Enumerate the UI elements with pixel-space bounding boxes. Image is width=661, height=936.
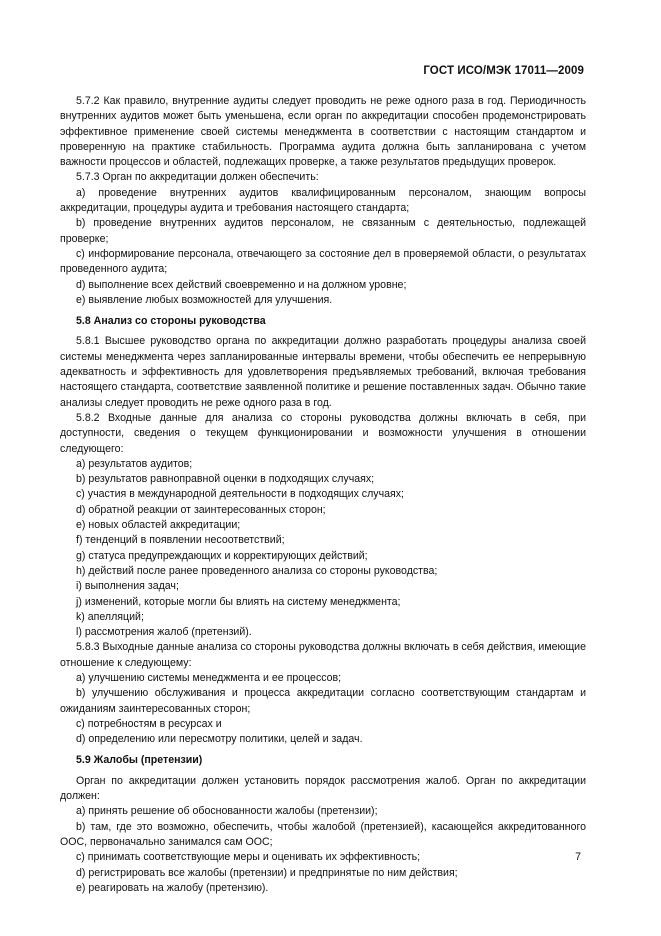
page-number: 7 [575,851,581,863]
list-item: b) улучшению обслуживания и процесса аккредитации согласно соответствующим стандартам и ожиданиям заинтересованных сторон; [60,687,586,715]
list-item: e) выявление любых возможностей для улучшения. [76,293,333,306]
list-item: d) определению или пересмотру политики, целей и задач. [76,733,363,746]
list-item: b) там, где это возможно, обеспечить, чтобы жалобой (претензией), касающейся аккредитованного ООС, первоначально занимался сам ООС; [60,820,586,848]
paragraph-5-7-3: 5.7.3 Орган по аккредитации должен обеспечить: [76,171,319,184]
list-item: a) улучшению системы менеджмента и ее процессов; [76,671,342,684]
list-item: h) действий после ранее проведенного анализа со стороны руководства; [76,564,438,577]
list-item: c) информирование персонала, отвечающего за состояние дел в проверяемой области, о результатах проведенного аудита; [60,247,586,276]
list-item: g) статуса предупреждающих и корректирующих действий; [76,549,368,562]
list-item: j) изменений, которые могли бы влиять на систему менеджмента; [76,595,401,608]
list-item: d) регистрировать все жалобы (претензии) и предпринятые по ним действия; [76,866,458,879]
list-item: d) выполнение всех действий своевременно и на должном уровне; [76,278,407,291]
list-item: c) принимать соответствующие меры и оценивать их эффективность; [76,851,421,864]
paragraph-5-7-2: 5.7.2 Как правило, внутренние аудиты следует проводить не реже одного раза в год. Периодичность внутренних аудитов может быть уменьшена, если орган по аккредитации способен продемонстрировать эффективное применение своей системы менеджмента в соответствии с настоящим стандартом и проверенную на практике стабильность. Программа аудита должна быть запланирована с учетом важности процессов и областей, подлежащих проверке, а также результатов предыдущих проверок. [60,95,586,169]
list-item: b) проведение внутренних аудитов персоналом, не связанным с деятельностью, подлежащей проверке; [60,217,586,245]
list-item: f) тенденций в появлении несоответствий; [76,534,285,547]
list-item: e) реагировать на жалобу (претензию). [76,881,269,894]
paragraph-5-8-3: 5.8.3 Выходные данные анализа со стороны руководства должны включать в себя действия, имеющие отношение к следующему: [60,641,586,669]
list-item: а) проведение внутренних аудитов квалифицированным персоналом, знающим вопросы аккредитации, процедуры аудита и требования настоящего стандарта; [60,186,586,215]
list-item: k) апелляций; [76,610,144,623]
section-heading-5-9: 5.9 Жалобы (претензии) [76,754,203,767]
list-item: a) принять решение об обоснованности жалобы (претензии); [76,805,378,818]
paragraph-5-8-2: 5.8.2 Входные данные для анализа со стороны руководства должны включать в себя, при доступности, сведения о текущем функционировании и возможности улучшения в отношении следующего: [60,411,586,455]
list-item: b) результатов равноправной оценки в подходящих случаях; [76,473,375,486]
paragraph-5-9-intro: Орган по аккредитации должен установить порядок рассмотрения жалоб. Орган по аккредитации должен: [60,774,586,803]
list-item: l) рассмотрения жалоб (претензий). [76,626,252,639]
list-item: c) участия в международной деятельности в подходящих случаях; [76,488,404,501]
list-item: c) потребностям в ресурсах и [76,717,222,730]
document-body [60,94,586,896]
section-heading-5-8: 5.8 Анализ со стороны руководства [76,315,266,328]
paragraph-5-8-1: 5.8.1 Высшее руководство органа по аккредитации должно разработать процедуры анализа своей системы менеджмента через запланированные интервалы времени, чтобы обеспечить ее непрерывную адекватность и эффективность для удовлетворения предъявляемых требований, включая требования настоящего стандарта, соответствие заявленной политике и решение поставленных задач. Обычно такие анализы следует проводить не реже одного раза в год. [60,335,586,409]
list-item: e) новых областей аккредитации; [76,519,241,532]
list-item: i) выполнения задач; [76,580,179,593]
list-item: a) результатов аудитов; [76,457,193,470]
standard-header: ГОСТ ИСО/МЭК 17011—2009 [423,65,584,77]
list-item: d) обратной реакции от заинтересованных сторон; [76,503,326,516]
